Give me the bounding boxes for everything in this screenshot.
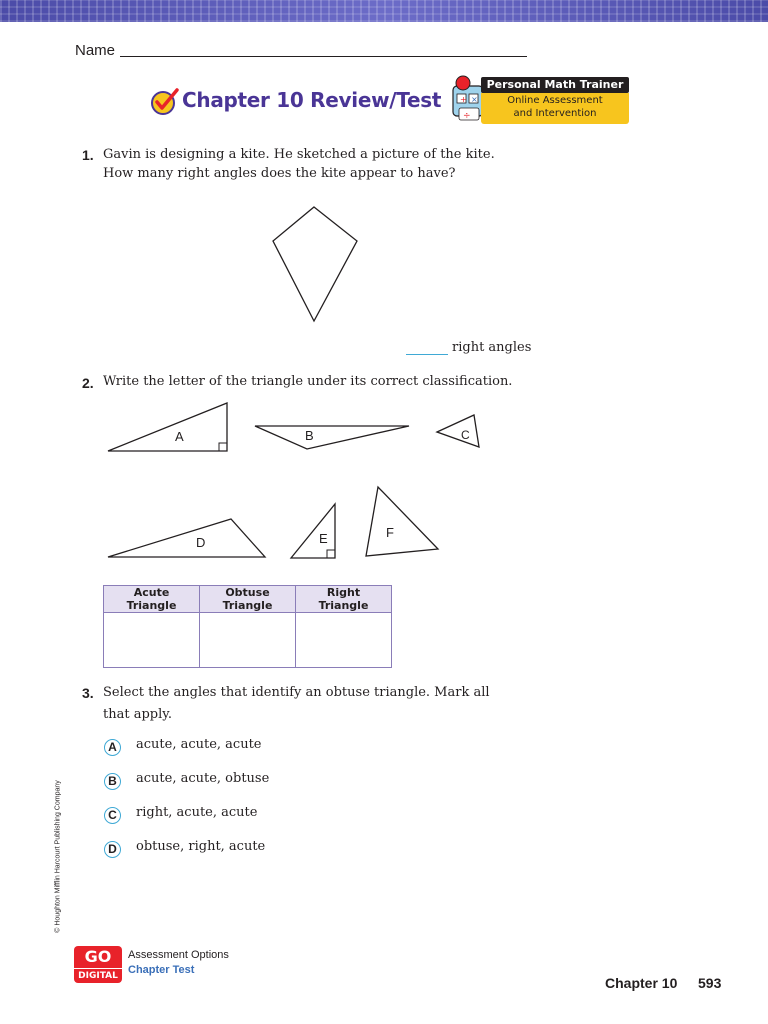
trainer-title: Personal Math Trainer bbox=[481, 77, 629, 93]
triangle-e-label: E bbox=[319, 531, 328, 546]
digital-label: DIGITAL bbox=[74, 968, 122, 983]
question-2-text: Write the letter of the triangle under its correct classification. bbox=[103, 374, 513, 389]
question-3-number: 3. bbox=[82, 685, 94, 701]
assessment-options-link[interactable]: Assessment Options bbox=[128, 949, 229, 961]
triangle-b bbox=[255, 426, 409, 449]
triangle-d bbox=[108, 519, 265, 557]
col-right-triangle: Right Triangle bbox=[296, 586, 392, 613]
svg-text:+: + bbox=[460, 95, 467, 104]
question-1-line1: Gavin is designing a kite. He sketched a picture of the kite. bbox=[103, 147, 495, 162]
option-b-bubble[interactable]: B bbox=[104, 773, 121, 790]
classification-table bbox=[103, 585, 392, 668]
triangle-f bbox=[366, 487, 438, 556]
trainer-line2: and Intervention bbox=[513, 108, 597, 119]
copyright-notice: © Houghton Mifflin Harcourt Publishing Company bbox=[54, 780, 62, 933]
triangle-e-right-angle-mark bbox=[327, 550, 335, 558]
svg-text:÷: ÷ bbox=[463, 111, 471, 121]
triangle-a-right-angle-mark bbox=[219, 443, 227, 451]
option-c-text: right, acute, acute bbox=[136, 805, 258, 820]
obtuse-answer-cell[interactable] bbox=[200, 613, 296, 668]
triangle-c bbox=[437, 415, 479, 447]
option-a-bubble[interactable]: A bbox=[104, 739, 121, 756]
question-2-number: 2. bbox=[82, 375, 94, 391]
svg-text:×: × bbox=[471, 95, 478, 104]
col-obtuse-triangle: Obtuse Triangle bbox=[200, 586, 296, 613]
trainer-line1: Online Assessment bbox=[507, 95, 603, 106]
triangle-a bbox=[108, 403, 227, 451]
acute-answer-cell[interactable] bbox=[104, 613, 200, 668]
option-b-text: acute, acute, obtuse bbox=[136, 771, 270, 786]
triangle-c-label: C bbox=[461, 428, 470, 442]
option-a-text: acute, acute, acute bbox=[136, 737, 262, 752]
question-1-line2: How many right angles does the kite appear to have? bbox=[103, 166, 456, 181]
right-answer-cell[interactable] bbox=[296, 613, 392, 668]
triangle-d-label: D bbox=[196, 535, 206, 550]
option-d-text: obtuse, right, acute bbox=[136, 839, 266, 854]
page-number: 593 bbox=[698, 975, 722, 991]
chapter-test-link[interactable]: Chapter Test bbox=[128, 964, 195, 976]
kite-figure bbox=[273, 207, 357, 321]
question-3-line1: Select the angles that identify an obtuse triangle. Mark all bbox=[103, 685, 490, 700]
triangle-f-label: F bbox=[386, 525, 394, 540]
name-label: Name bbox=[75, 42, 116, 59]
question-1-number: 1. bbox=[82, 147, 94, 163]
q1-answer-label: right angles bbox=[452, 340, 532, 355]
footer-chapter-label: Chapter 10 bbox=[605, 975, 678, 991]
triangle-a-label: A bbox=[175, 429, 184, 444]
chapter-title-text: Chapter 10 Review/Test bbox=[182, 88, 442, 112]
col-acute-triangle: Acute Triangle bbox=[104, 586, 200, 613]
go-digital-badge[interactable] bbox=[74, 946, 122, 982]
question-3-line2: that apply. bbox=[103, 707, 173, 722]
triangle-b-label: B bbox=[305, 428, 314, 443]
classification-answer-row bbox=[104, 613, 392, 668]
go-label: GO bbox=[74, 946, 122, 968]
classification-header-row bbox=[104, 586, 392, 613]
option-d-bubble[interactable]: D bbox=[104, 841, 121, 858]
option-c-bubble[interactable]: C bbox=[104, 807, 121, 824]
